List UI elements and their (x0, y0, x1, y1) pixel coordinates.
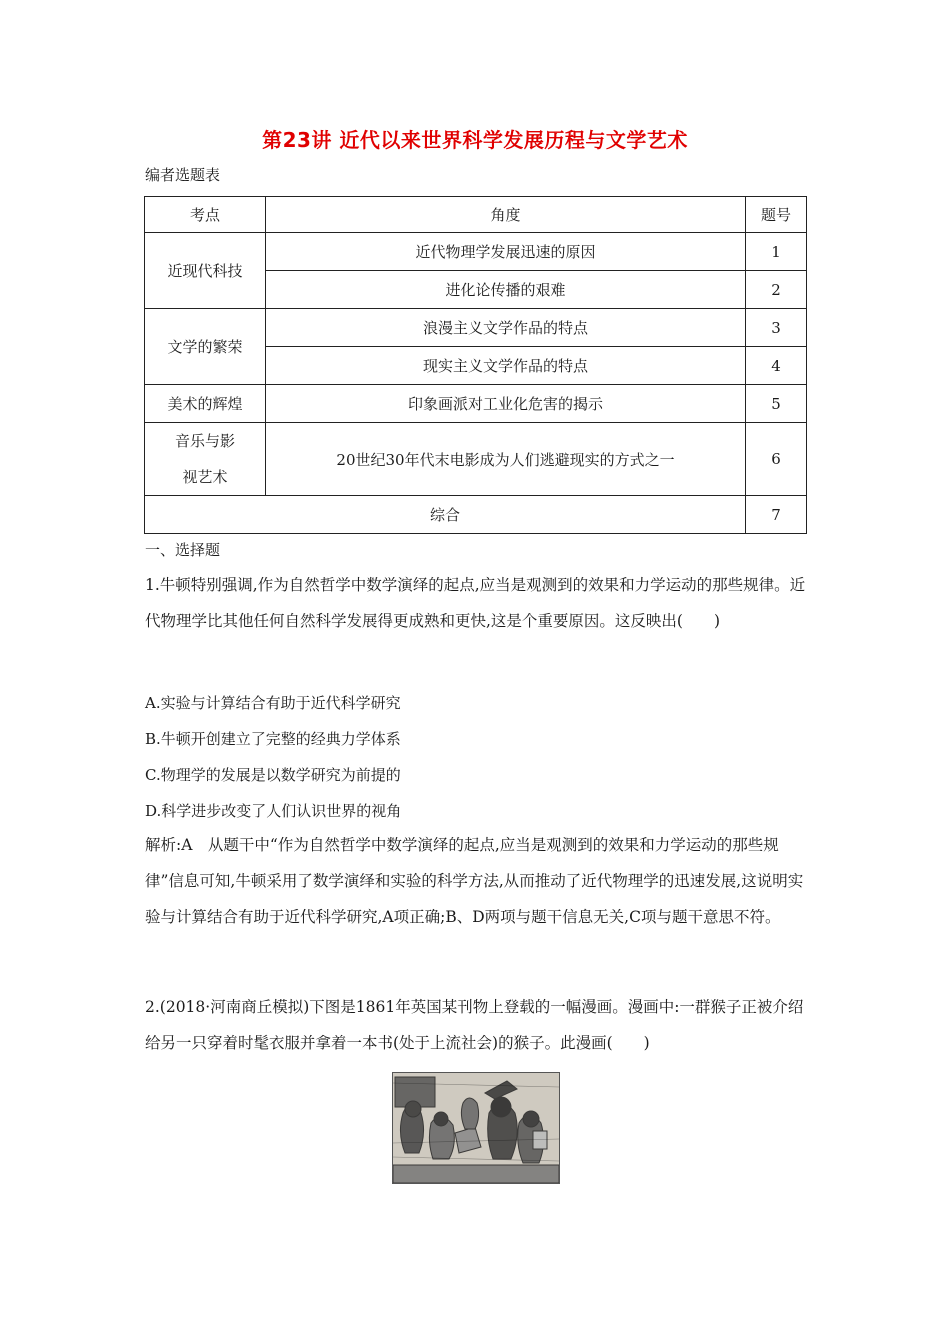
question-1-option-c: C.物理学的发展是以数学研究为前提的 (145, 766, 401, 784)
question-1-option-b: B.牛顿开创建立了完整的经典力学体系 (145, 730, 401, 748)
angle-cell: 浪漫主义文学作品的特点 (266, 309, 746, 347)
category-cell: 文学的繁荣 (145, 309, 266, 385)
number-cell: 4 (746, 347, 807, 385)
angle-cell: 现实主义文学作品的特点 (266, 347, 746, 385)
question-1-option-d: D.科学进步改变了人们认识世界的视角 (145, 802, 402, 820)
table-summary-row (145, 496, 807, 534)
number-cell: 5 (746, 385, 807, 423)
category-cell: 近现代科技 (145, 233, 266, 309)
question-1-analysis: 解析:A 从题干中“作为自然哲学中数学演绎的起点,应当是观测到的效果和力学运动的那些规律”信息可知,牛顿采用了数学演绎和实验的科学方法,从而推动了近代物理学的迅速发展,这说明实验与计算结合有助于近代科学研究,A项正确;B、D两项与题干信息无关,C项与题干意思不符。 (145, 836, 804, 926)
cartoon-image (392, 1072, 560, 1184)
page-title: 第23讲 近代以来世界科学发展历程与文学艺术 (262, 128, 688, 152)
question-1-stem: 1.牛顿特别强调,作为自然哲学中数学演绎的起点,应当是观测到的效果和力学运动的那些规律。近代物理学比其他任何自然科学发展得更成熟和更快,这是个重要原因。这反映出( ) (145, 576, 806, 630)
number-cell: 2 (746, 271, 807, 309)
number-cell: 6 (746, 423, 807, 496)
table-caption: 编者选题表 (145, 166, 221, 184)
category-line: 视艺术 (182, 468, 228, 486)
header-topic: 考点 (145, 197, 266, 233)
question-1-option-a: A.实验与计算结合有助于近代科学研究 (145, 694, 401, 712)
angle-cell: 20世纪30年代末电影成为人们逃避现实的方式之一 (266, 423, 746, 496)
category-cell (145, 423, 266, 496)
table-row (145, 385, 807, 423)
table-row (145, 423, 807, 496)
category-line: 音乐与影 (174, 432, 235, 450)
section-heading: 一、选择题 (145, 541, 221, 559)
question-2-stem: 2.(2018·河南商丘模拟)下图是1861年英国某刊物上登载的一幅漫画。漫画中:一群猴子正被介绍给另一只穿着时髦衣服并拿着一本书(处于上流社会)的猴子。此漫画( ) (145, 998, 804, 1052)
number-cell: 3 (746, 309, 807, 347)
header-angle: 角度 (266, 197, 746, 233)
number-cell: 1 (746, 233, 807, 271)
table-header-row (145, 197, 807, 233)
angle-cell: 进化论传播的艰难 (266, 271, 746, 309)
summary-label: 综合 (145, 496, 746, 534)
cartoon-illustration (393, 1073, 559, 1183)
table-row (145, 309, 807, 347)
table-row (145, 233, 807, 271)
category-cell: 美术的辉煌 (145, 385, 266, 423)
topic-selection-table (144, 196, 807, 534)
angle-cell: 近代物理学发展迅速的原因 (266, 233, 746, 271)
number-cell: 7 (746, 496, 807, 534)
angle-cell: 印象画派对工业化危害的揭示 (266, 385, 746, 423)
header-number: 题号 (746, 197, 807, 233)
